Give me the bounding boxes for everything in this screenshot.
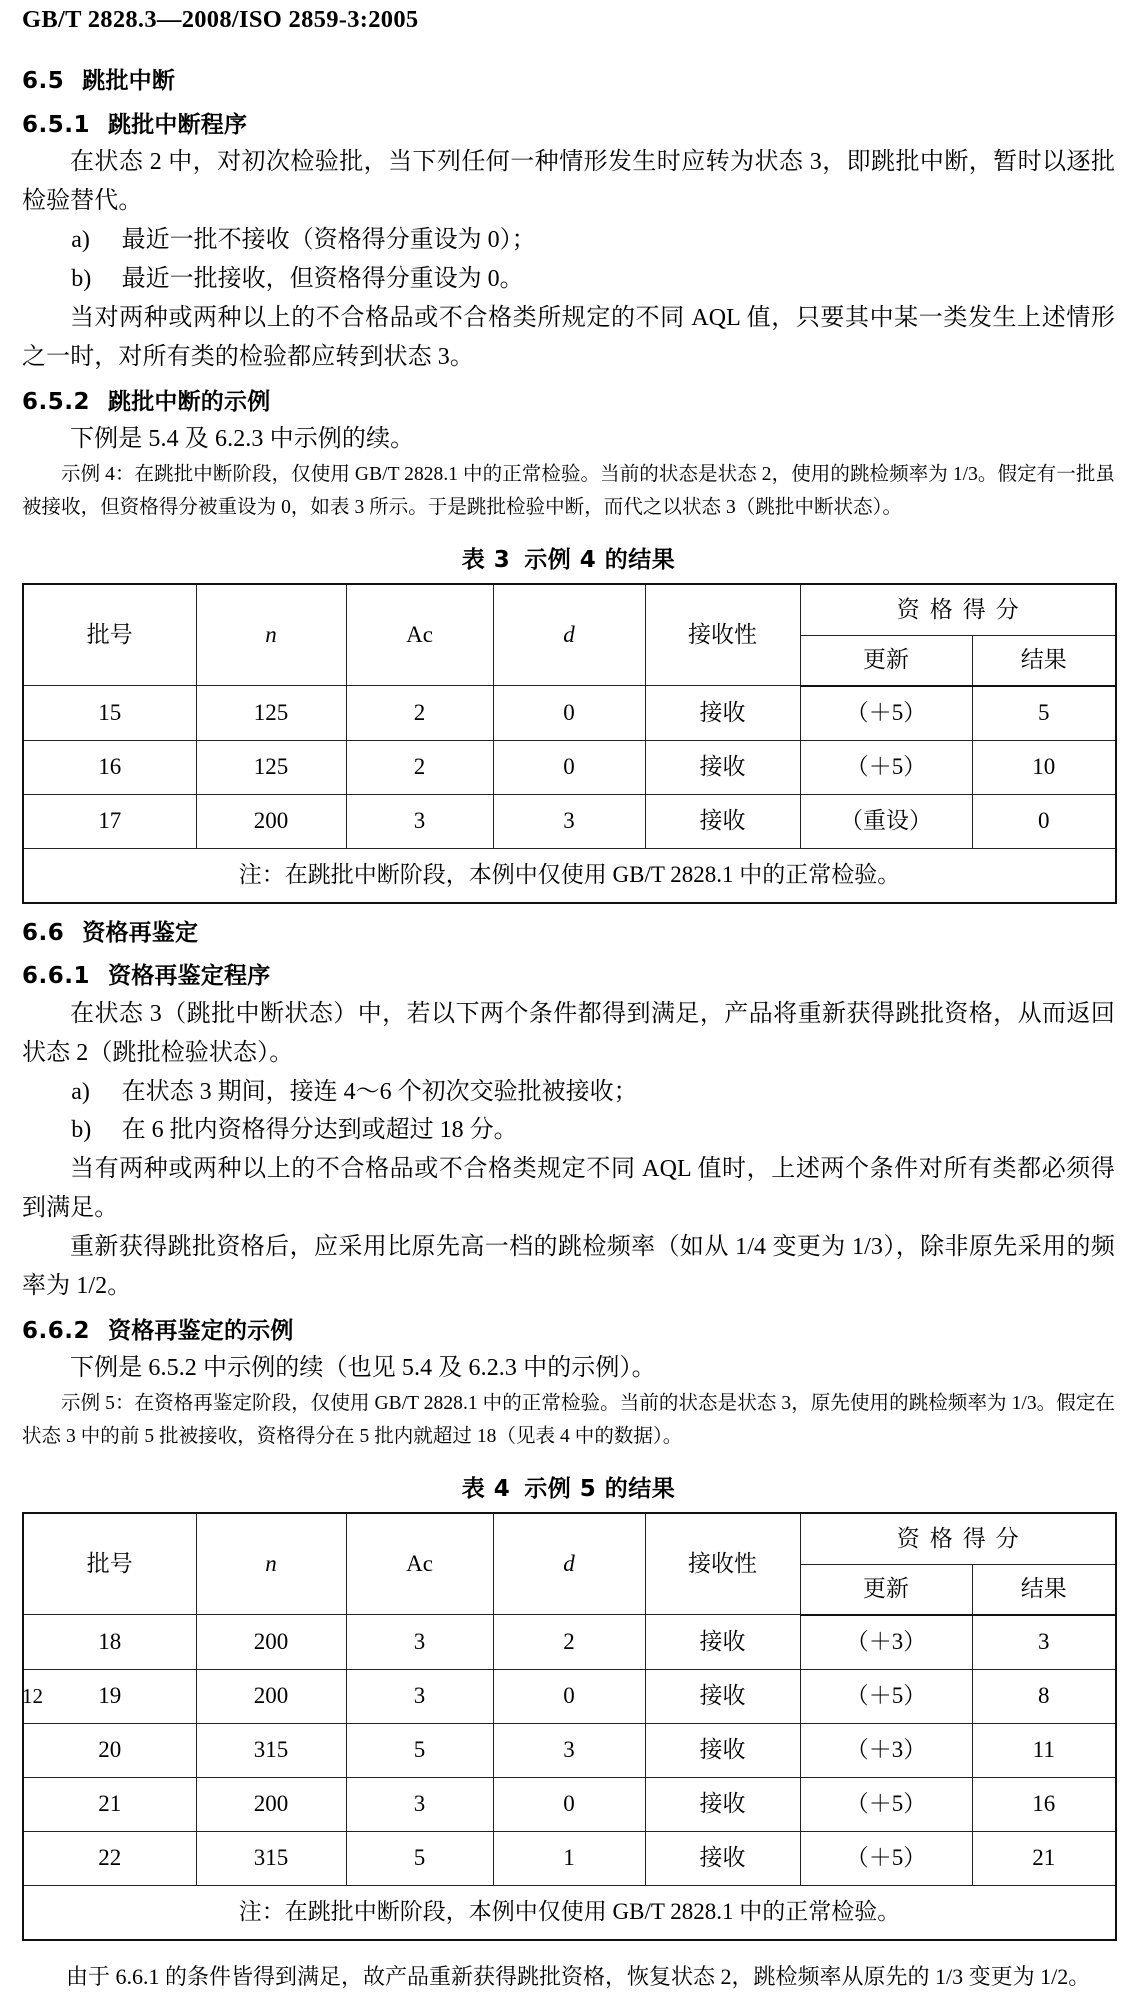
list-item-6-6-1-a (22, 1073, 1115, 1112)
paragraph-6-6-2-1: 下例是 6.5.2 中示例的续（也见 5.4 及 6.2.3 中的示例）。 (70, 1355, 656, 1382)
table-4 (22, 1512, 1117, 1941)
example-5-note: 示例 5：在资格再鉴定阶段，仅使用 GB/T 2828.1 中的正常检验。当前的状态是状态 3，原先使用的跳检频率为 1/3。假定在状态 3 中的前 5 批被接收，资格得分在 5 批内就超过 18（见表 4 中的数据）。 (22, 1393, 1115, 1448)
cell-acceptability: 接收 (645, 1615, 800, 1670)
table-3-header-result: 结果 (972, 635, 1116, 686)
cell-acceptability: 接收 (645, 1723, 800, 1777)
cell-result: 21 (972, 1831, 1116, 1885)
cell-acceptability: 接收 (645, 794, 800, 848)
paragraph-6-6-2-closing: 由于 6.6.1 的条件皆得到满足，故产品重新获得跳批资格，恢复状态 2，跳检频率从原先的 1/3 变更为 1/2。 (66, 1963, 1091, 1989)
table-3 (22, 583, 1117, 904)
cell-result: 5 (972, 686, 1116, 741)
list-text-a: 最近一批不接收（资格得分重设为 0）； (121, 227, 536, 254)
paragraph-6-5-1-1: 在状态 2 中，对初次检验批，当下列任何一种情形发生时应转为状态 3，即跳批中断，暂时以逐批检验替代。 (22, 149, 1115, 215)
table-4-header-result: 结果 (972, 1564, 1116, 1615)
heading-6-6-title: 资格再鉴定 (82, 919, 199, 946)
heading-6-5-2-number: 6.5.2 (22, 388, 90, 415)
heading-6-6-1-title: 资格再鉴定程序 (108, 963, 271, 990)
cell-lot: 15 (23, 686, 196, 741)
table-4-header-score-group: 资格得分 (800, 1513, 1116, 1565)
example-4-note: 示例 4：在跳批中断阶段，仅使用 GB/T 2828.1 中的正常检验。当前的状态是状态 2，使用的跳检频率为 1/3。假定有一批虽被接收，但资格得分被重设为 0，如表 3 所示。于是跳批检验中断，而代之以状态 3（跳批中断状态）。 (22, 464, 1115, 518)
cell-n: 315 (196, 1831, 346, 1885)
heading-6-6-2-title: 资格再鉴定的示例 (108, 1317, 294, 1344)
heading-6-5-2-title: 跳批中断的示例 (108, 388, 271, 415)
cell-update: （＋5） (800, 1831, 972, 1885)
heading-6-6-1 (22, 959, 1115, 995)
cell-n: 200 (196, 1777, 346, 1831)
table-3-caption-title: 示例 4 的结果 (524, 546, 676, 573)
cell-acceptability: 接收 (645, 686, 800, 741)
cell-update: （＋3） (800, 1723, 972, 1777)
heading-6-6-1-number: 6.6.1 (22, 963, 90, 990)
cell-acceptability: 接收 (645, 1831, 800, 1885)
cell-n: 125 (196, 686, 346, 741)
cell-result: 10 (972, 740, 1116, 794)
paragraph-6-6-1-2: 当有两种或两种以上的不合格品或不合格类规定不同 AQL 值时，上述两个条件对所有类都必须得到满足。 (22, 1156, 1115, 1222)
paragraph-6-6-1-1: 在状态 3（跳批中断状态）中，若以下两个条件都得到满足，产品将重新获得跳批资格，从而返回状态 2（跳批检验状态）。 (22, 1000, 1115, 1066)
table-3-header-ac: Ac (346, 584, 493, 686)
table-4-header-d: d (493, 1513, 645, 1615)
table-note-row (23, 1885, 1116, 1940)
table-4-header-lot: 批号 (23, 1513, 196, 1615)
table-3-header-lot: 批号 (23, 584, 196, 686)
table-row (23, 740, 1116, 794)
table-3-header-score-group: 资格得分 (800, 584, 1116, 636)
table-3-header-d: d (493, 584, 645, 686)
cell-n: 200 (196, 1615, 346, 1670)
cell-ac: 5 (346, 1723, 493, 1777)
table-4-caption (22, 1470, 1115, 1503)
cell-update: （＋5） (800, 1777, 972, 1831)
heading-6-5-1 (22, 108, 1115, 144)
table-note-row (23, 848, 1116, 903)
table-4-note: 注：在跳批中断阶段，本例中仅使用 GB/T 2828.1 中的正常检验。 (23, 1885, 1116, 1940)
paragraph-6-5-1-2: 当对两种或两种以上的不合格品或不合格类所规定的不同 AQL 值，只要其中某一类发生上述情形之一时，对所有类的检验都应转到状态 3。 (22, 304, 1115, 370)
table-4-header-ac: Ac (346, 1513, 493, 1615)
table-row (23, 1669, 1116, 1723)
cell-ac: 3 (346, 1615, 493, 1670)
heading-6-5-2 (22, 385, 1115, 421)
cell-d: 0 (493, 686, 645, 741)
cell-update: （＋5） (800, 740, 972, 794)
page-number: 12 (22, 1684, 43, 1708)
cell-update: （＋5） (800, 1669, 972, 1723)
cell-lot: 18 (23, 1615, 196, 1670)
heading-6-5 (22, 64, 1115, 100)
cell-update: （＋3） (800, 1615, 972, 1670)
list-marker-a: a) (71, 227, 90, 254)
table-3-note: 注：在跳批中断阶段，本例中仅使用 GB/T 2828.1 中的正常检验。 (23, 848, 1116, 903)
cell-ac: 3 (346, 1669, 493, 1723)
cell-result: 16 (972, 1777, 1116, 1831)
table-4-caption-label: 表 4 (461, 1475, 511, 1502)
cell-lot: 16 (23, 740, 196, 794)
cell-d: 3 (493, 1723, 645, 1777)
page-content (22, 52, 1115, 1994)
cell-update: （重设） (800, 794, 972, 848)
cell-result: 3 (972, 1615, 1116, 1670)
table-4-header-update: 更新 (800, 1564, 972, 1615)
cell-d: 2 (493, 1615, 645, 1670)
table-row (23, 1831, 1116, 1885)
paragraph-6-6-1-3: 重新获得跳批资格后，应采用比原先高一档的跳检频率（如从 1/4 变更为 1/3），除非原先采用的频率为 1/2。 (22, 1234, 1115, 1299)
heading-6-6-2 (22, 1314, 1115, 1350)
paragraph-6-5-2-1: 下例是 5.4 及 6.2.3 中示例的续。 (70, 426, 415, 453)
heading-6-5-1-title: 跳批中断程序 (108, 111, 248, 138)
table-row (23, 686, 1116, 741)
cell-n: 200 (196, 1669, 346, 1723)
list-text-b: 在 6 批内资格得分达到或超过 18 分。 (121, 1117, 518, 1144)
cell-d: 0 (493, 1669, 645, 1723)
cell-update: （＋5） (800, 686, 972, 741)
heading-6-5-1-number: 6.5.1 (22, 111, 90, 138)
table-row (23, 1723, 1116, 1777)
cell-ac: 3 (346, 1777, 493, 1831)
list-item-6-5-1-a (22, 221, 1115, 260)
table-3-header-acceptability: 接收性 (645, 584, 800, 686)
cell-result: 8 (972, 1669, 1116, 1723)
cell-ac: 2 (346, 686, 493, 741)
table-3-header-update: 更新 (800, 635, 972, 686)
list-text-a: 在状态 3 期间，接连 4～6 个初次交验批被接收； (121, 1078, 638, 1105)
list-item-6-6-1-b (22, 1111, 1115, 1150)
table-4-header-acceptability: 接收性 (645, 1513, 800, 1615)
cell-n: 125 (196, 740, 346, 794)
cell-lot: 22 (23, 1831, 196, 1885)
cell-n: 315 (196, 1723, 346, 1777)
cell-lot: 17 (23, 794, 196, 848)
cell-ac: 3 (346, 794, 493, 848)
cell-d: 0 (493, 740, 645, 794)
heading-6-6-2-number: 6.6.2 (22, 1317, 90, 1344)
cell-lot: 19 (23, 1669, 196, 1723)
list-marker-b: b) (71, 1117, 92, 1144)
cell-n: 200 (196, 794, 346, 848)
list-marker-b: b) (71, 265, 92, 292)
cell-acceptability: 接收 (645, 1777, 800, 1831)
table-row (23, 794, 1116, 848)
cell-d: 1 (493, 1831, 645, 1885)
list-text-b: 最近一批接收，但资格得分重设为 0。 (121, 265, 524, 292)
table-row (23, 1615, 1116, 1670)
heading-6-6 (22, 916, 1115, 952)
cell-lot: 21 (23, 1777, 196, 1831)
heading-6-6-number: 6.6 (22, 919, 65, 946)
cell-d: 3 (493, 794, 645, 848)
cell-ac: 2 (346, 740, 493, 794)
table-3-caption (22, 541, 1115, 574)
heading-6-5-title: 跳批中断 (82, 68, 176, 94)
heading-6-5-number: 6.5 (22, 68, 65, 94)
cell-acceptability: 接收 (645, 740, 800, 794)
list-marker-a: a) (71, 1078, 90, 1105)
table-4-caption-title: 示例 5 的结果 (524, 1475, 676, 1502)
cell-ac: 5 (346, 1831, 493, 1885)
cell-result: 0 (972, 794, 1116, 848)
table-3-caption-label: 表 3 (461, 546, 511, 573)
table-row (23, 1777, 1116, 1831)
cell-lot: 20 (23, 1723, 196, 1777)
table-4-header-n: n (196, 1513, 346, 1615)
cell-result: 11 (972, 1723, 1116, 1777)
cell-acceptability: 接收 (645, 1669, 800, 1723)
list-item-6-5-1-b (22, 260, 1115, 299)
running-head: GB/T 2828.3—2008/ISO 2859-3:2005 (22, 6, 419, 33)
cell-d: 0 (493, 1777, 645, 1831)
table-3-header-n: n (196, 584, 346, 686)
